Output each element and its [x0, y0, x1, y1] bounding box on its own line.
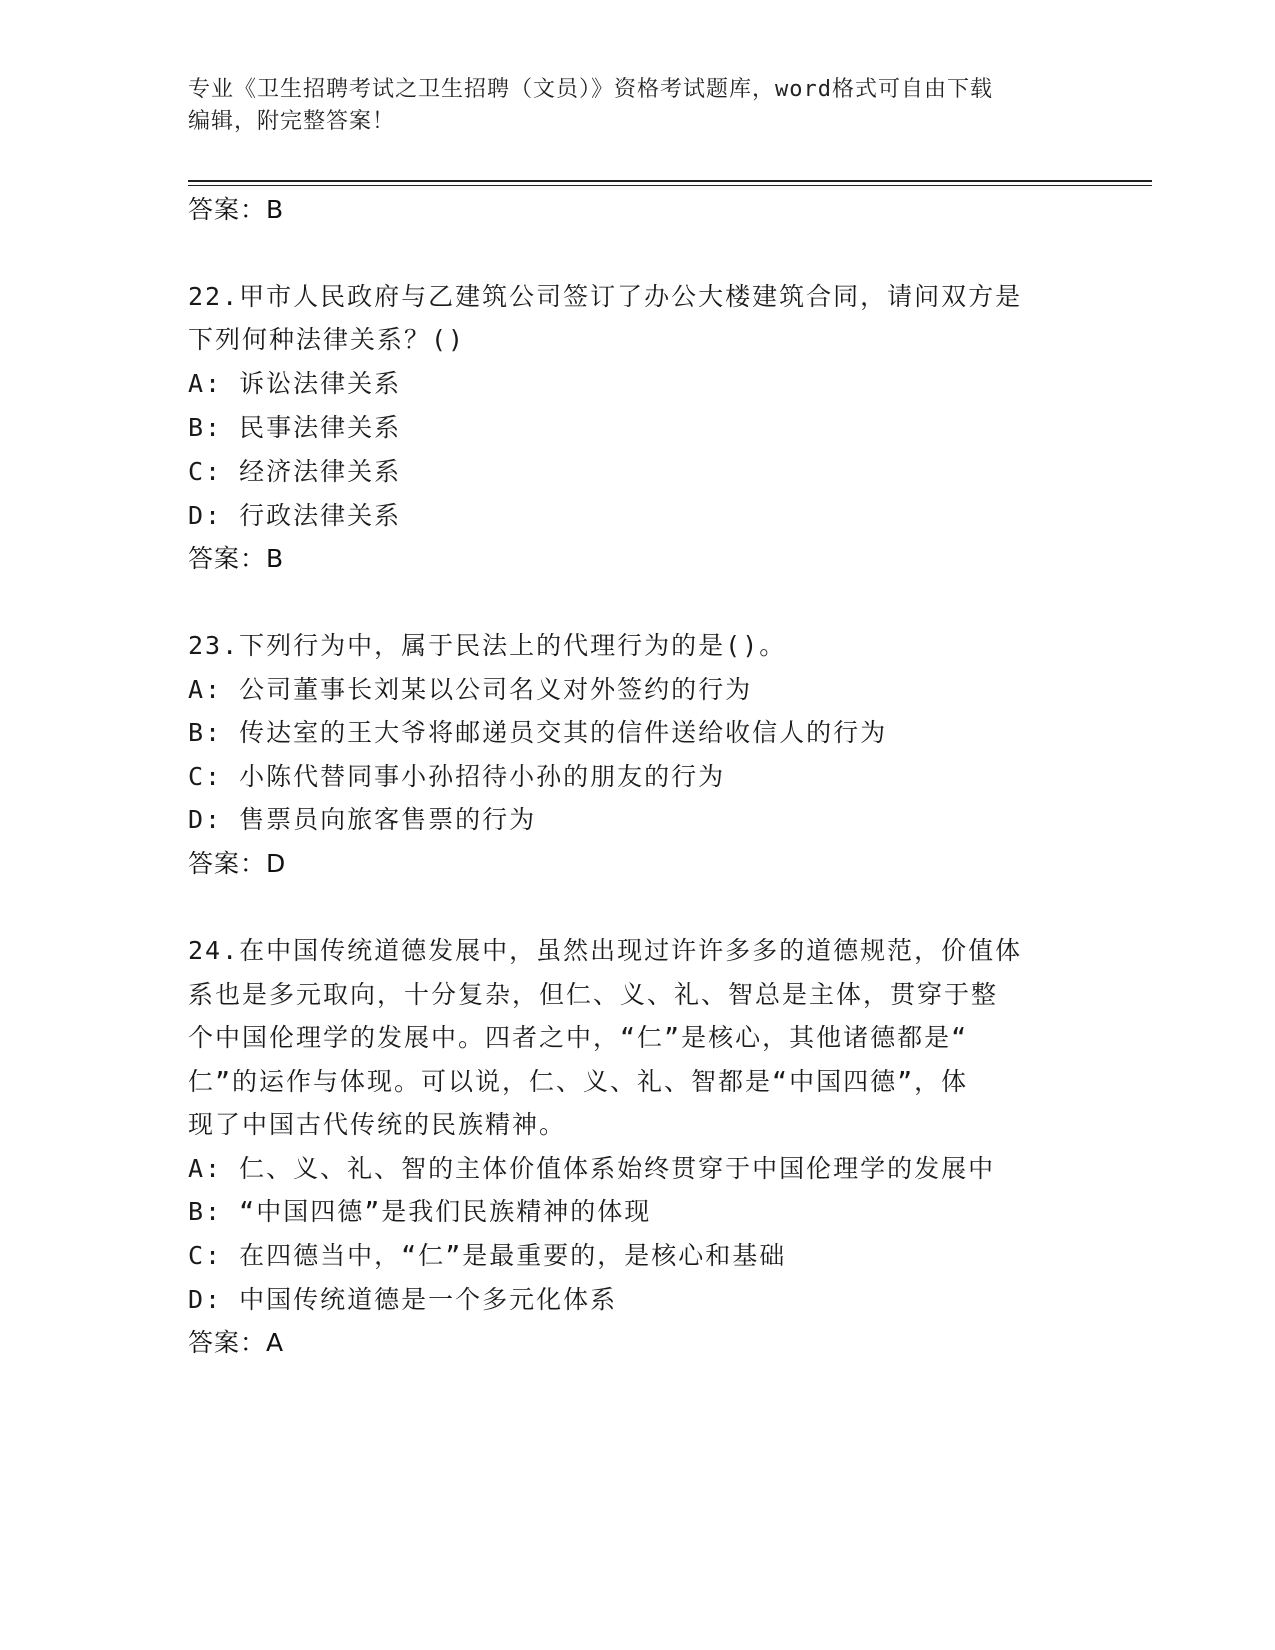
question-stem-line: 仁”的运作与体现。可以说，仁、义、礼、智都是“中国四德”，体 — [188, 1067, 969, 1096]
question-stem-line: 下列何种法律关系？() — [188, 325, 466, 354]
question-stem-line: 系也是多元取向，十分复杂，但仁、义、礼、智总是主体，贯穿于整 — [188, 980, 999, 1009]
option-c: C: 小陈代替同事小孙招待小孙的朋友的行为 — [188, 762, 726, 791]
header-line-1: 专业《卫生招聘考试之卫生招聘（文员）》资格考试题库，word格式可自由下载 — [188, 77, 993, 102]
option-d: D: 售票员向旅客售票的行为 — [188, 805, 537, 834]
header-divider-thick — [188, 180, 1152, 182]
option-c: C: 在四德当中，“仁”是最重要的，是核心和基础 — [188, 1241, 787, 1270]
question-stem-line: 22.甲市人民政府与乙建筑公司签订了办公大楼建筑合同，请问双方是 — [188, 282, 1023, 311]
option-a: A: 公司董事长刘某以公司名义对外签约的行为 — [188, 675, 753, 704]
option-b: B: 民事法律关系 — [188, 413, 402, 442]
question-stem-line: 现了中国古代传统的民族精神。 — [188, 1110, 567, 1139]
question-stem-line: 个中国伦理学的发展中。四者之中，“仁”是核心，其他诸德都是“ — [188, 1023, 969, 1052]
option-b: B: “中国四德”是我们民族精神的体现 — [188, 1197, 652, 1226]
question-stem-line: 23.下列行为中，属于民法上的代理行为的是()。 — [188, 631, 787, 660]
option-a: A: 诉讼法律关系 — [188, 369, 402, 398]
option-b: B: 传达室的王大爷将邮递员交其的信件送给收信人的行为 — [188, 718, 888, 747]
previous-answer: 答案：B — [188, 195, 285, 224]
answer: 答案：A — [188, 1328, 285, 1357]
answer: 答案：D — [188, 849, 287, 878]
option-d: D: 中国传统道德是一个多元化体系 — [188, 1285, 618, 1314]
header-divider-thin — [188, 185, 1152, 186]
question-stem-line: 24.在中国传统道德发展中，虽然出现过许许多多的道德规范，价值体 — [188, 936, 1023, 965]
option-c: C: 经济法律关系 — [188, 457, 402, 486]
document-header — [188, 74, 1088, 138]
option-a: A: 仁、义、礼、智的主体价值体系始终贯穿于中国伦理学的发展中 — [188, 1154, 996, 1183]
header-line-2: 编辑，附完整答案！ — [188, 109, 396, 134]
answer: 答案：B — [188, 544, 285, 573]
option-d: D: 行政法律关系 — [188, 501, 402, 530]
